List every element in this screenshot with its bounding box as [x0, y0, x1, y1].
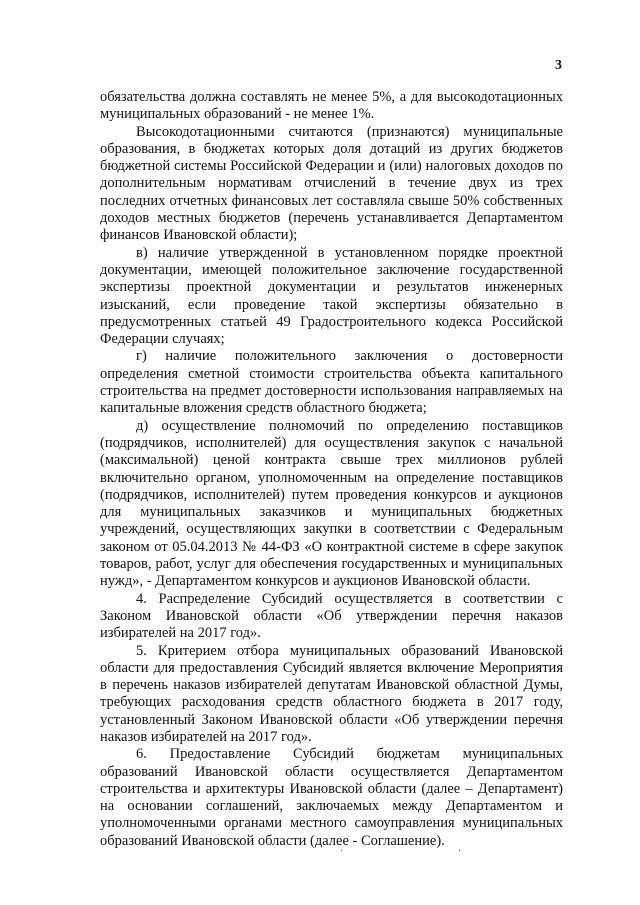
paragraph-high-subsidy-definition: Высокодотационными считаются (признаются) муниципальные образования, в бюджетах которых доля дотаций из других бюджетов бюджетной системы Российской Федерации и (или) налоговых доходов по дополнительным нормативам отчислений в течение двух из трех последних отчетных финансовых лет составляла свыше 50% собственных доходов местных бюджетов (перечень устанавливается Департаментом финансов Ивановской области); — [100, 123, 563, 244]
paragraph-item-v: в) наличие утвержденной в установленном порядке проектной документации, имеющей положительное заключение государственной экспертизы проектной документации и результатов инженерных изысканий, если проведение такой экспертизы обязательно в предусмотренных статьей 49 Градостроительного кодекса Российской Федерации случаях; — [100, 244, 563, 348]
page-number: 3 — [555, 58, 562, 73]
paragraph-section-6: 6. Предоставление Субсидий бюджетам муниципальных образований Ивановской области осуществляется Департаментом строительства и архитектуры Ивановской области (далее – Департамент) на основании соглашений, заключаемых между Департаментом и уполномоченными органами местного самоуправления муниципальных образований Ивановской области (далее - Соглашение). — [100, 746, 563, 849]
document-body — [100, 89, 563, 850]
paragraph-item-d: д) осуществление полномочий по определению поставщиков (подрядчиков, исполнителей) для осуществления закупок с начальной (максимальной) ценой контракта свыше трех миллионов рублей включительно органом, уполномоченным на определение поставщиков (подрядчиков, исполнителей) путем проведения конкурсов и аукционов для муниципальных заказчиков и муниципальных бюджетных учреждений, осуществляющих закупки в соответствии с Федеральным законом от 05.04.2013 № 44-ФЗ «О контрактной системе в сфере закупок товаров, работ, услуг для обеспечения государственных и муниципальных нужд», - Департаментом конкурсов и аукционов Ивановской области. — [100, 417, 563, 590]
paragraph-continuation: обязательства должна составлять не менее 5%, а для высокодотационных муниципальных образований - не менее 1%. — [100, 89, 563, 123]
paragraph-item-g: г) наличие положительного заключения о достоверности определения сметной стоимости строительства объекта капитального строительства на предмет достоверности использования направляемых на капитальные вложения средств областного бюджета; — [100, 348, 563, 417]
scan-specks: · · — [340, 846, 518, 857]
paragraph-section-4: 4. Распределение Субсидий осуществляется в соответствии с Законом Ивановской области «Об утверждении перечня наказов избирателей на 2017 год». — [100, 590, 563, 642]
paragraph-section-5: 5. Критерием отбора муниципальных образований Ивановской области для предоставления Субсидий является включение Мероприятия в перечень наказов избирателей депутатам Ивановской областной Думы, требующих расходования средств областного бюджета в 2017 году, установленный Законом Ивановской области «Об утверждении перечня наказов избирателей на 2017 год». — [100, 642, 563, 745]
